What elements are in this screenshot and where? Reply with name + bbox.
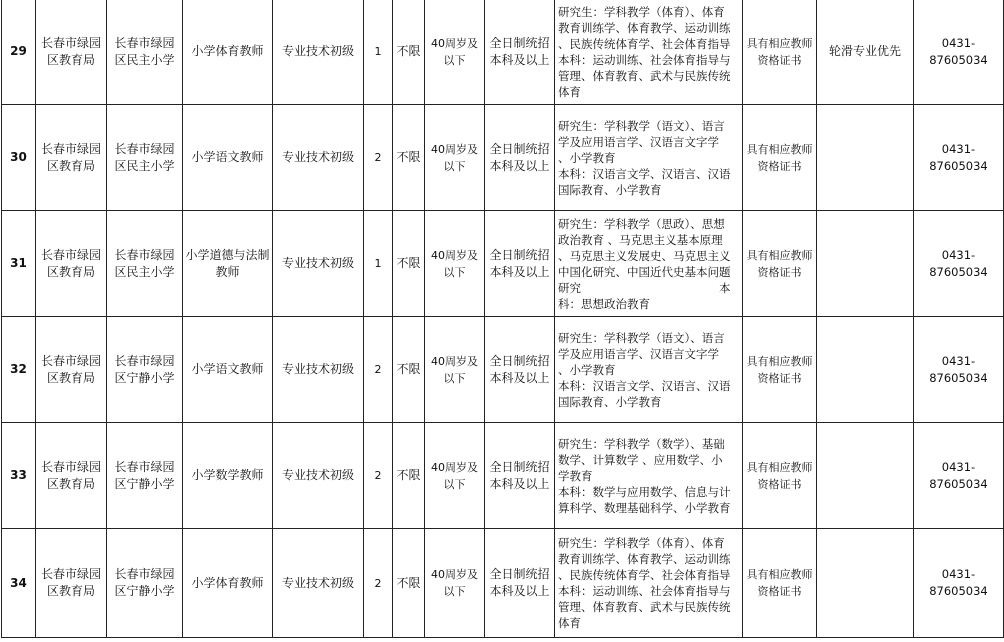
row-number: 32 — [2, 317, 36, 423]
education-cell: 全日制统招本科及以上 — [485, 317, 555, 423]
hiring-count-cell: 2 — [364, 105, 393, 211]
age-cell: 40周岁及以下 — [425, 423, 485, 529]
major-requirements-cell — [555, 105, 743, 211]
table-row — [2, 317, 1004, 423]
major-line: 教育训练学、体育教学、运动训练 — [558, 20, 731, 35]
position-cell: 小学体育教师 — [183, 529, 273, 638]
position-level-cell: 专业技术初级 — [273, 211, 364, 317]
gender-cell: 不限 — [393, 0, 425, 105]
certificate-cell: 具有相应教师资格证书 — [743, 0, 817, 105]
education-cell: 全日制统招本科及以上 — [485, 529, 555, 638]
contact-phone-cell: 0431-87605034 — [914, 529, 1004, 638]
age-cell: 40周岁及以下 — [425, 0, 485, 105]
major-line: 研究生：学科教学（语文）、语言 — [558, 330, 725, 345]
position-cell: 小学语文教师 — [183, 105, 273, 211]
row-number: 33 — [2, 423, 36, 529]
major-line: 数学、计算数学 、应用数学、小 — [558, 452, 723, 467]
employer-unit-cell: 长春市绿园区民主小学 — [107, 105, 183, 211]
row-number: 29 — [2, 0, 36, 105]
education-cell: 全日制统招本科及以上 — [485, 211, 555, 317]
education-cell: 全日制统招本科及以上 — [485, 0, 555, 105]
table-row — [2, 0, 1004, 105]
table-row — [2, 211, 1004, 317]
row-number: 34 — [2, 529, 36, 638]
employer-unit-cell: 长春市绿园区宁静小学 — [107, 317, 183, 423]
major-line: 本科：数学与应用数学、信息与计 — [558, 484, 731, 499]
table-row — [2, 105, 1004, 211]
major-line: 本科：汉语言文学、汉语言、汉语 — [558, 166, 731, 181]
row-number: 31 — [2, 211, 36, 317]
certificate-cell: 具有相应教师资格证书 — [743, 211, 817, 317]
gender-cell: 不限 — [393, 423, 425, 529]
hiring-count-cell: 2 — [364, 423, 393, 529]
department-cell: 长春市绿园区教育局 — [36, 317, 107, 423]
position-level-cell: 专业技术初级 — [273, 423, 364, 529]
major-line: 研究生：学科教学（语文）、语言 — [558, 118, 725, 133]
major-line: 研究生：学科教学（数学）、基础 — [558, 436, 725, 451]
major-line: 本科：运动训练、社会体育指导与 — [558, 52, 731, 67]
recruitment-table — [1, 0, 1004, 638]
position-level-cell: 专业技术初级 — [273, 105, 364, 211]
major-line: 管理、体育教育、武术与民族传统 — [558, 600, 731, 614]
department-cell: 长春市绿园区教育局 — [36, 0, 107, 105]
major-line: 本科：汉语言文学、汉语言、汉语 — [558, 378, 731, 393]
major-requirements-cell — [555, 211, 743, 317]
other-requirements-cell — [817, 317, 914, 423]
age-cell: 40周岁及以下 — [425, 317, 485, 423]
table-body — [2, 0, 1004, 638]
other-requirements-cell: 轮滑专业优先 — [817, 0, 914, 105]
major-line: 学及应用语言学、汉语言文字学 — [558, 346, 719, 361]
major-line: 算科学、数理基础科学、小学教育 — [558, 500, 731, 515]
major-line: 研究生：学科教学（体育）、体育 — [558, 536, 725, 550]
contact-phone-cell: 0431-87605034 — [914, 211, 1004, 317]
certificate-cell: 具有相应教师资格证书 — [743, 529, 817, 638]
hiring-count-cell: 2 — [364, 529, 393, 638]
other-requirements-cell — [817, 529, 914, 638]
employer-unit-cell: 长春市绿园区民主小学 — [107, 211, 183, 317]
major-requirements-cell — [555, 0, 743, 105]
position-cell: 小学数学教师 — [183, 423, 273, 529]
major-line: 、小学教育 — [558, 362, 616, 377]
employer-unit-cell: 长春市绿园区宁静小学 — [107, 423, 183, 529]
position-cell: 小学体育教师 — [183, 0, 273, 105]
major-line: 政治教育 、马克思主义基本原理 — [558, 232, 723, 247]
contact-phone-cell: 0431-87605034 — [914, 423, 1004, 529]
major-line: 、民族传统体育学、社会体育指导 — [558, 568, 731, 582]
major-line: 研究生：学科教学（体育）、体育 — [558, 4, 725, 19]
table-row — [2, 423, 1004, 529]
major-line: 科：思想政治教育 — [558, 296, 650, 311]
position-cell: 小学语文教师 — [183, 317, 273, 423]
major-line: 、马克思主义发展史、马克思主义 — [558, 248, 731, 263]
major-line: 体育 — [558, 616, 581, 630]
major-line: 学及应用语言学、汉语言文字学 — [558, 134, 719, 149]
major-requirements-cell — [555, 529, 743, 638]
gender-cell: 不限 — [393, 317, 425, 423]
major-line: 、民族传统体育学、社会体育指导 — [558, 36, 731, 51]
department-cell: 长春市绿园区教育局 — [36, 105, 107, 211]
contact-phone-cell: 0431-87605034 — [914, 105, 1004, 211]
other-requirements-cell — [817, 211, 914, 317]
gender-cell: 不限 — [393, 105, 425, 211]
major-line: 体育 — [558, 84, 581, 99]
major-line: 研究生：学科教学（思政）、思想 — [558, 216, 725, 231]
certificate-cell: 具有相应教师资格证书 — [743, 423, 817, 529]
position-level-cell: 专业技术初级 — [273, 317, 364, 423]
major-line: 中国化研究、中国近代史基本问题 — [558, 264, 731, 279]
major-line: 管理、体育教育、武术与民族传统 — [558, 68, 731, 83]
gender-cell: 不限 — [393, 211, 425, 317]
major-line: 国际教育、小学教育 — [558, 182, 662, 197]
table-row — [2, 529, 1004, 638]
major-line: 本科：运动训练、社会体育指导与 — [558, 584, 731, 598]
age-cell: 40周岁及以下 — [425, 529, 485, 638]
major-line: 国际教育、小学教育 — [558, 394, 662, 409]
department-cell: 长春市绿园区教育局 — [36, 423, 107, 529]
major-line: 学教育 — [558, 468, 593, 483]
age-cell: 40周岁及以下 — [425, 211, 485, 317]
education-cell: 全日制统招本科及以上 — [485, 105, 555, 211]
hiring-count-cell: 1 — [364, 0, 393, 105]
gender-cell: 不限 — [393, 529, 425, 638]
department-cell: 长春市绿园区教育局 — [36, 211, 107, 317]
major-requirements-cell — [555, 317, 743, 423]
employer-unit-cell: 长春市绿园区宁静小学 — [107, 529, 183, 638]
certificate-cell: 具有相应教师资格证书 — [743, 105, 817, 211]
contact-phone-cell: 0431-87605034 — [914, 317, 1004, 423]
position-cell: 小学道德与法制教师 — [183, 211, 273, 317]
position-level-cell: 专业技术初级 — [273, 0, 364, 105]
age-cell: 40周岁及以下 — [425, 105, 485, 211]
major-line: 教育训练学、体育教学、运动训练 — [558, 552, 731, 566]
hiring-count-cell: 2 — [364, 317, 393, 423]
major-line: 研究 本 — [558, 280, 731, 295]
employer-unit-cell: 长春市绿园区民主小学 — [107, 0, 183, 105]
other-requirements-cell — [817, 423, 914, 529]
row-number: 30 — [2, 105, 36, 211]
contact-phone-cell: 0431-87605034 — [914, 0, 1004, 105]
major-line: 、小学教育 — [558, 150, 616, 165]
hiring-count-cell: 1 — [364, 211, 393, 317]
certificate-cell: 具有相应教师资格证书 — [743, 317, 817, 423]
major-requirements-cell — [555, 423, 743, 529]
position-level-cell: 专业技术初级 — [273, 529, 364, 638]
department-cell: 长春市绿园区教育局 — [36, 529, 107, 638]
other-requirements-cell — [817, 105, 914, 211]
education-cell: 全日制统招本科及以上 — [485, 423, 555, 529]
